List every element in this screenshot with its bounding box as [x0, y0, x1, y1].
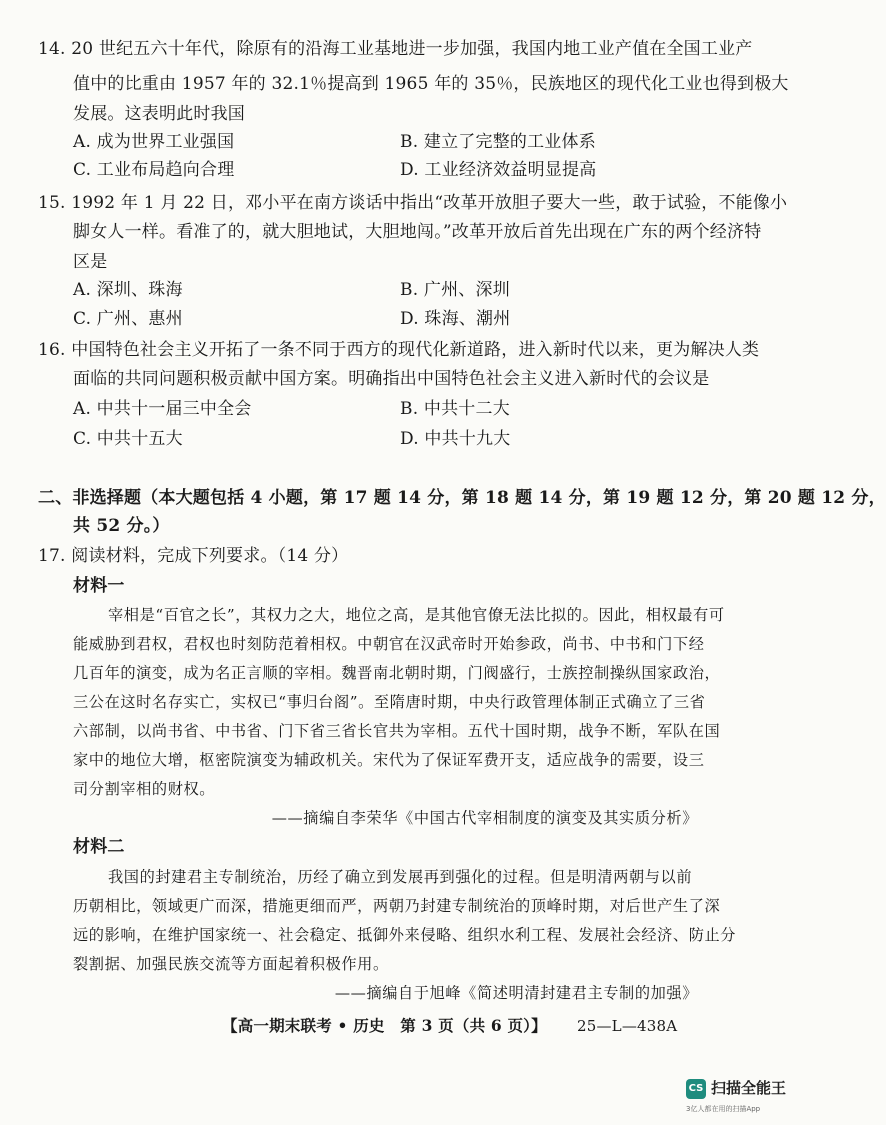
q14-option-d: D. 工业经济效益明显提高 — [400, 160, 597, 180]
camscanner-tagline: 3亿人都在用的扫描App — [686, 1105, 761, 1113]
q16-stem-line-2: 面临的共同问题积极贡献中国方案。明确指出中国特色社会主义进入新时代的会议是 — [73, 369, 710, 389]
material1-line-5: 六部制，以尚书省、中书省、门下省三省长官共为宰相。五代十国时期，战争不断，军队在国 — [73, 722, 721, 740]
paper-code: 25—L—438A — [577, 1017, 678, 1035]
material2-line-3: 远的影响，在维护国家统一、社会稳定、抵御外来侵略、组织水利工程、发展社会经济、防止分 — [73, 926, 737, 944]
q16-option-c: C. 中共十五大 — [73, 429, 183, 449]
material1-line-4: 三公在这时名存实亡，实权已“事归台阁”。至隋唐时期，中央行政管理体制正式确立了三省 — [73, 693, 706, 711]
q15-option-c: C. 广州、惠州 — [73, 309, 183, 329]
page-footer-info: 【高一期末联考 • 历史 第 3 页（共 6 页）】 — [222, 1016, 547, 1035]
q16-stem-line-1: 16. 中国特色社会主义开拓了一条不同于西方的现代化新道路，进入新时代以来，更为解决人类 — [38, 340, 760, 360]
q14-option-b: B. 建立了完整的工业体系 — [400, 132, 596, 152]
camscanner-logo-icon: CS — [686, 1079, 706, 1099]
q16-option-a: A. 中共十一届三中全会 — [73, 399, 252, 419]
camscanner-name: 扫描全能王 — [711, 1079, 787, 1097]
material1-line-3: 几百年的演变，成为名正言顺的宰相。魏晋南北朝时期，门阀盛行，士族控制操纵国家政治， — [73, 664, 721, 682]
q15-stem-line-3: 区是 — [73, 252, 108, 272]
q15-option-a: A. 深圳、珠海 — [73, 280, 183, 300]
material1-line-6: 家中的地位大增，枢密院演变为辅政机关。宋代为了保证军费开支，适应战争的需要，设三 — [73, 751, 705, 769]
material1-line-2: 能威胁到君权，君权也时刻防范着相权。中朝官在汉武帝时开始参政，尚书、中书和门下经 — [73, 635, 705, 653]
q16-option-b: B. 中共十二大 — [400, 399, 510, 419]
q16-option-d: D. 中共十九大 — [400, 429, 511, 449]
q15-option-b: B. 广州、深圳 — [400, 280, 510, 300]
material2-line-1: 我国的封建君主专制统治，历经了确立到发展再到强化的过程。但是明清两朝与以前 — [108, 868, 693, 886]
q14-stem-line-1: 14. 20 世纪五六十年代，除原有的沿海工业基地进一步加强，我国内地工业产值在全国工业产 — [38, 39, 753, 59]
material2-line-2: 历朝相比，领域更广而深，措施更细而严，两朝乃封建专制统治的顶峰时期，对后世产生了深 — [73, 897, 721, 915]
q15-option-d: D. 珠海、潮州 — [400, 309, 511, 329]
material1-label: 材料一 — [73, 576, 125, 596]
material1-line-7: 司分割宰相的财权。 — [73, 780, 216, 798]
material1-line-1: 宰相是“百官之长”，其权力之大，地位之高，是其他官僚无法比拟的。因此，相权最有可 — [108, 606, 725, 624]
material2-line-4: 裂割据、加强民族交流等方面起着积极作用。 — [73, 955, 389, 973]
q17-stem: 17. 阅读材料，完成下列要求。（14 分） — [38, 546, 349, 566]
material1-source: ——摘编自李荣华《中国古代宰相制度的演变及其实质分析》 — [271, 809, 698, 827]
material2-label: 材料二 — [73, 837, 125, 857]
q15-stem-line-1: 15. 1992 年 1 月 22 日，邓小平在南方谈话中指出“改革开放胆子要大一些，敢于试验，不能像小 — [38, 193, 788, 213]
q14-stem-line-2: 值中的比重由 1957 年的 32.1％提高到 1965 年的 35％，民族地区的现代化工业也得到极大 — [73, 74, 789, 94]
section2-heading-line-2: 共 52 分。） — [73, 516, 170, 536]
q14-stem-line-3: 发展。这表明此时我国 — [73, 104, 245, 124]
q14-option-c: C. 工业布局趋向合理 — [73, 160, 235, 180]
q15-stem-line-2: 脚女人一样。看准了的，就大胆地试，大胆地闯。”改革开放后首先出现在广东的两个经济特 — [73, 222, 762, 242]
section2-heading-line-1: 二、非选择题（本大题包括 4 小题，第 17 题 14 分，第 18 题 14 分，第 19 题 12 分，第 20 题 12 分， — [38, 488, 886, 508]
q14-option-a: A. 成为世界工业强国 — [73, 132, 235, 152]
material2-source: ——摘编自于旭峰《简述明清封建君主专制的加强》 — [334, 984, 698, 1002]
